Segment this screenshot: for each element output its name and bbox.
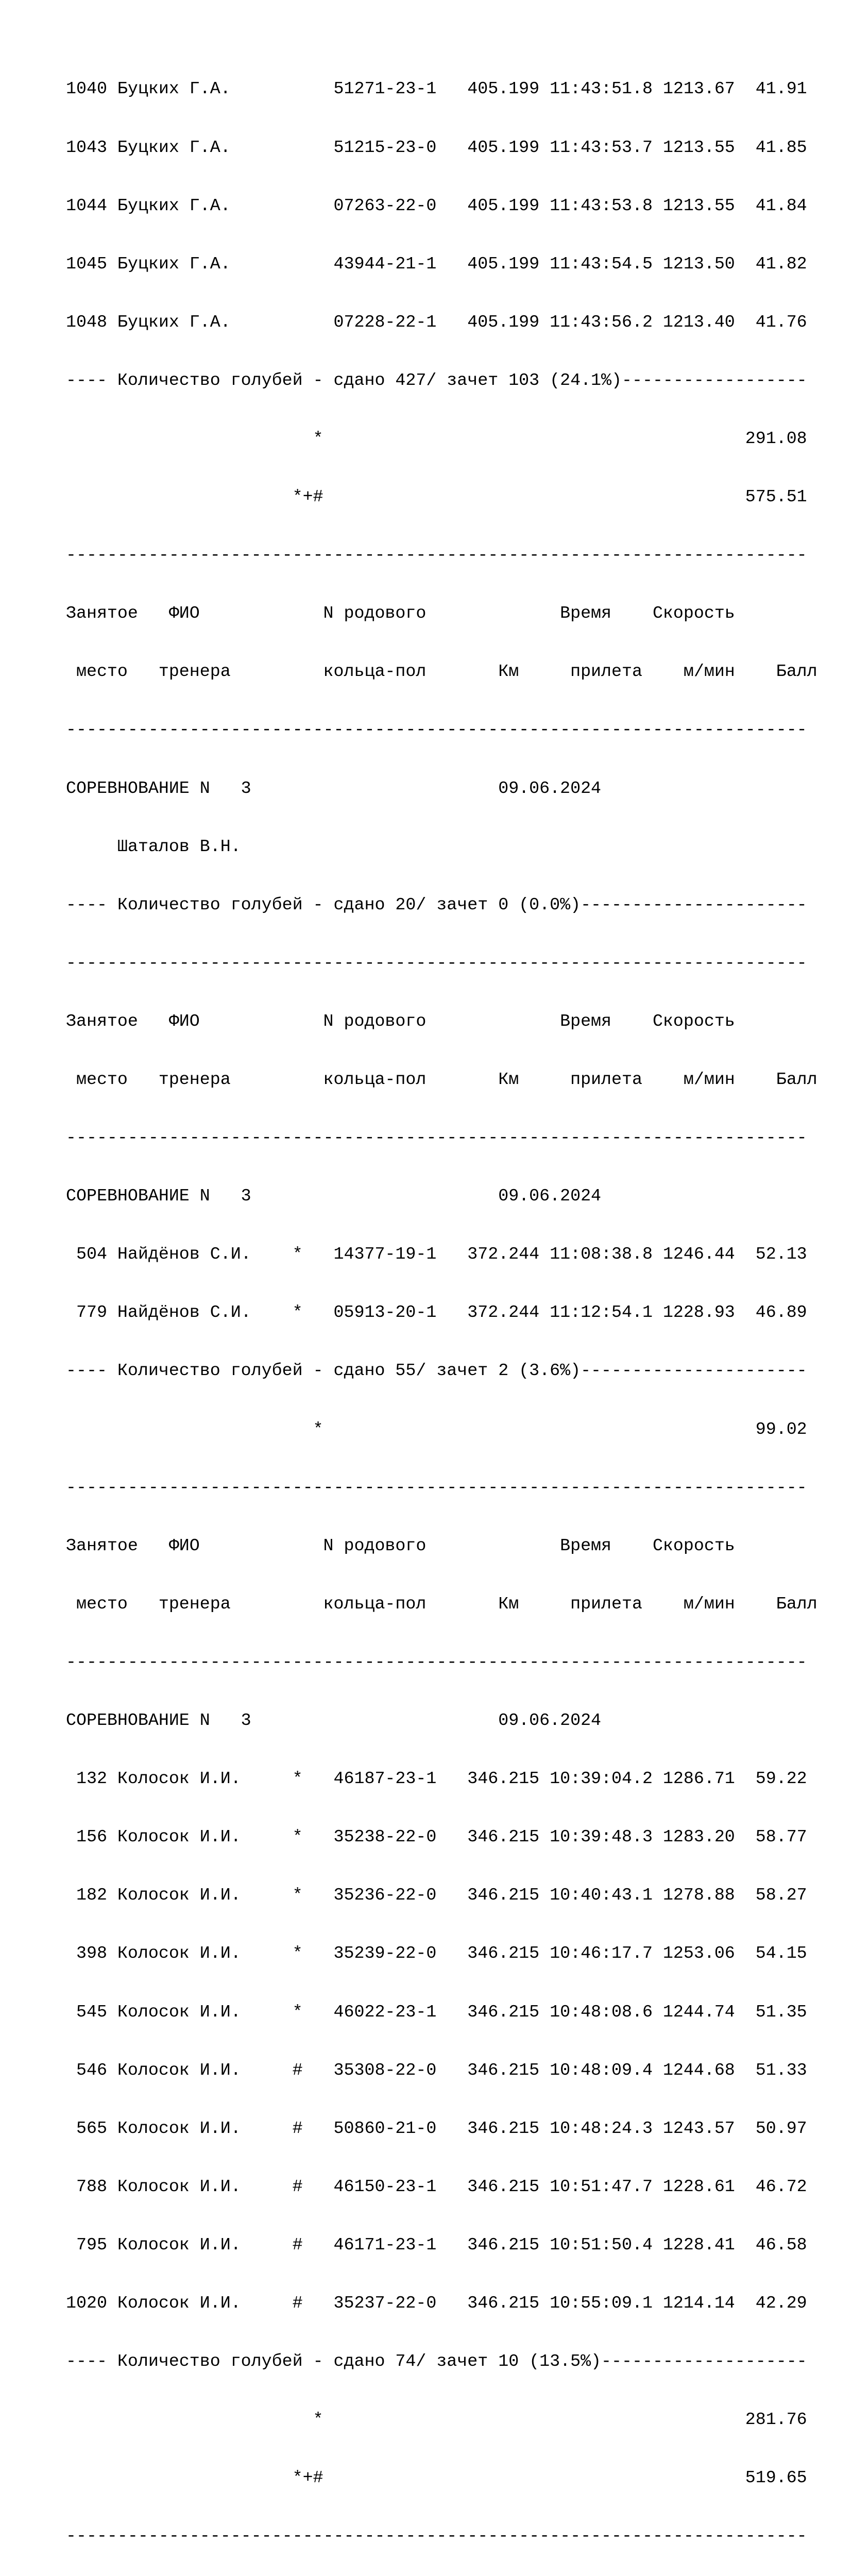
result-row: 132 Колосок И.И. * 46187-23-1 346.215 10:39:04.2 1286.71 59.22	[66, 1769, 807, 1789]
result-row: 1048 Буцких Г.А. 07228-22-1 405.199 11:43:56.2 1213.40 41.76	[66, 312, 807, 332]
separator-line: ------------------------------------------------------------------------	[66, 953, 807, 973]
race-results-printout	[66, 41, 817, 2576]
result-row: 565 Колосок И.И. # 50860-21-0 346.215 10:48:24.3 1243.57 50.97	[66, 2118, 807, 2138]
result-row: 1045 Буцких Г.А. 43944-21-1 405.199 11:43:54.5 1213.50 41.82	[66, 253, 807, 274]
result-row: 779 Найдёнов С.И. * 05913-20-1 372.244 11:12:54.1 1228.93 46.89	[66, 1302, 807, 1323]
result-row: 788 Колосок И.И. # 46150-23-1 346.215 10:51:47.7 1228.61 46.72	[66, 2176, 807, 2196]
column-header-row-1: Занятое ФИО N родового Время Скорость	[66, 1535, 735, 1555]
pigeon-count-summary: ---- Количество голубей - сдано 427/ зачет 103 (24.1%)------------------	[66, 370, 807, 390]
points-total-star: * 291.08	[66, 428, 807, 448]
separator-line: ------------------------------------------------------------------------	[66, 1128, 807, 1148]
separator-line: ------------------------------------------------------------------------	[66, 1477, 807, 1497]
points-total-all: *+# 575.51	[66, 487, 807, 507]
separator-line: ------------------------------------------------------------------------	[66, 1652, 807, 1672]
column-header-row-2: место тренера кольца-пол Км прилета м/мин Балл	[66, 1070, 817, 1089]
result-row: 1043 Буцких Г.А. 51215-23-0 405.199 11:43:53.7 1213.55 41.85	[66, 137, 807, 157]
points-total-all: *+# 519.65	[66, 2468, 807, 2488]
separator-line: ------------------------------------------------------------------------	[66, 720, 807, 740]
competition-title: СОРЕВНОВАНИЕ N 3 09.06.2024	[66, 1710, 602, 1731]
result-row: 1040 Буцких Г.А. 51271-23-1 405.199 11:43:51.8 1213.67 41.91	[66, 79, 807, 99]
result-row: 1020 Колосок И.И. # 35237-22-0 346.215 10:55:09.1 1214.14 42.29	[66, 2293, 807, 2313]
result-row: 545 Колосок И.И. * 46022-23-1 346.215 10:48:08.6 1244.74 51.35	[66, 2002, 807, 2022]
pigeon-count-summary: ---- Количество голубей - сдано 20/ зачет 0 (0.0%)----------------------	[66, 894, 807, 914]
result-row: 546 Колосок И.И. # 35308-22-0 346.215 10:48:09.4 1244.68 51.33	[66, 2060, 807, 2080]
separator-line: ------------------------------------------------------------------------	[66, 2526, 807, 2546]
result-row: 398 Колосок И.И. * 35239-22-0 346.215 10:46:17.7 1253.06 54.15	[66, 1943, 807, 1963]
points-total-star: * 99.02	[66, 1419, 807, 1439]
competition-title: СОРЕВНОВАНИЕ N 3 09.06.2024	[66, 1186, 602, 1206]
trainer-name: Шаталов В.Н.	[66, 836, 241, 856]
result-row: 156 Колосок И.И. * 35238-22-0 346.215 10:39:48.3 1283.20 58.77	[66, 1827, 807, 1847]
separator-line: ------------------------------------------------------------------------	[66, 545, 807, 565]
column-header-row-2: место тренера кольца-пол Км прилета м/мин Балл	[66, 1594, 817, 1614]
result-row: 1044 Буцких Г.А. 07263-22-0 405.199 11:43:53.8 1213.55 41.84	[66, 195, 807, 215]
column-header-row-1: Занятое ФИО N родового Время Скорость	[66, 603, 735, 623]
result-row: 795 Колосок И.И. # 46171-23-1 346.215 10:51:50.4 1228.41 46.58	[66, 2234, 807, 2255]
points-total-star: * 281.76	[66, 2410, 807, 2430]
result-row: 182 Колосок И.И. * 35236-22-0 346.215 10:40:43.1 1278.88 58.27	[66, 1885, 807, 1905]
pigeon-count-summary: ---- Количество голубей - сдано 55/ зачет 2 (3.6%)----------------------	[66, 1361, 807, 1381]
column-header-row-2: место тренера кольца-пол Км прилета м/мин Балл	[66, 662, 817, 682]
result-row: 504 Найдёнов С.И. * 14377-19-1 372.244 11:08:38.8 1246.44 52.13	[66, 1244, 807, 1264]
column-header-row-1: Занятое ФИО N родового Время Скорость	[66, 1011, 735, 1031]
competition-title: СОРЕВНОВАНИЕ N 3 09.06.2024	[66, 778, 602, 798]
pigeon-count-summary: ---- Количество голубей - сдано 74/ зачет 10 (13.5%)--------------------	[66, 2351, 807, 2371]
